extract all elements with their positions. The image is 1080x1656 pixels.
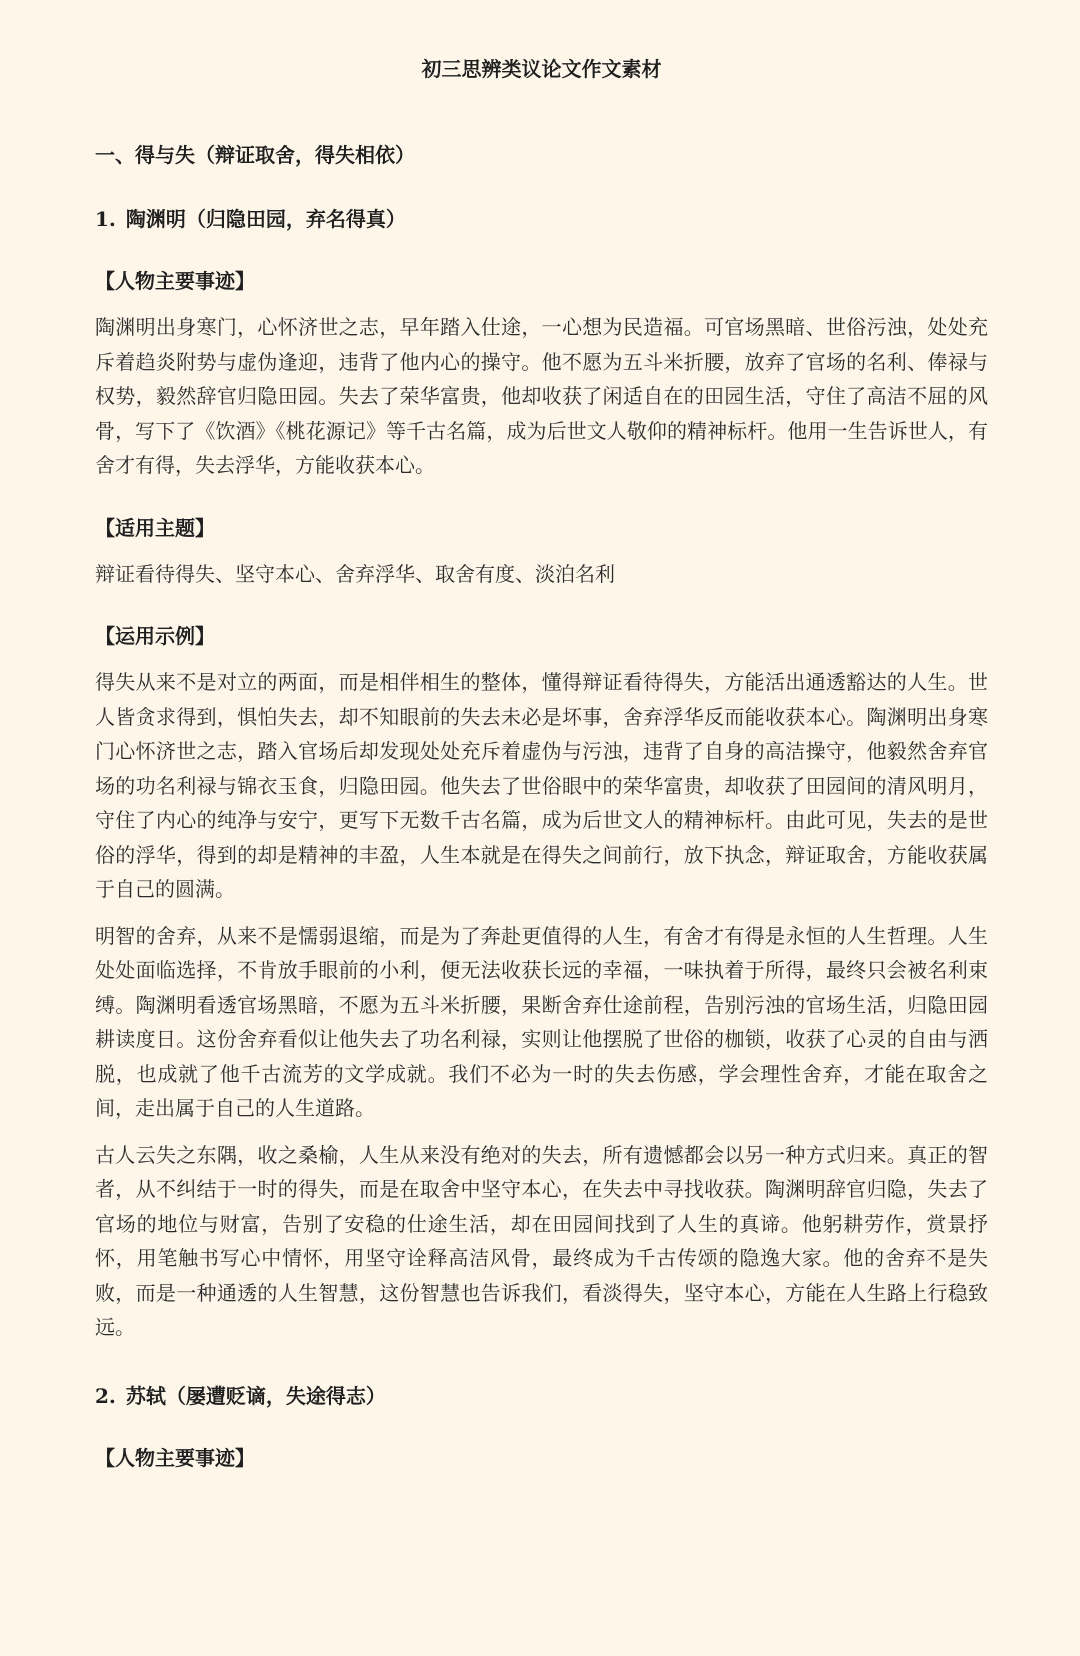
deeds-paragraph: 陶渊明出身寒门，心怀济世之志，早年踏入仕途，一心想为民造福。可官场黑暗、世俗污浊，处处充斥着趋炎附势与虚伪逢迎，违背了他内心的操守。他不愿为五斗米折腰，放弃了官场的名利、俸禄与权势，毅然辞官归隐田园。失去了荣华富贵，他却收获了闲适自在的田园生活，守住了高洁不屈的风骨，写下了《饮酒》《桃花源记》等千古名篇，成为后世文人敬仰的精神标杆。他用一生告诉世人，有舍才有得，失去浮华，方能收获本心。 [95, 315, 988, 477]
section-heading: 一、得与失（辩证取舍，得失相依） [95, 143, 415, 167]
deeds-label: 【人物主要事迹】 [95, 1445, 255, 1470]
item-heading-1 [95, 202, 988, 236]
deeds-label: 【人物主要事迹】 [95, 269, 255, 293]
item-title: 苏轼（屡遭贬谪，失途得志） [125, 1383, 386, 1408]
item-number: 2. [95, 1383, 116, 1408]
item-heading-2 [95, 1379, 988, 1413]
examples-label: 【运用示例】 [95, 624, 215, 648]
themes-paragraph: 辩证看待得失、坚守本心、舍弃浮华、取舍有度、淡泊名利 [95, 561, 615, 586]
item-title: 陶渊明（归隐田园，弃名得真） [125, 207, 406, 231]
example-paragraph-3: 古人云失之东隅，收之桑榆，人生从来没有绝对的失去，所有遗憾都会以另一种方式归来。真正的智者，从不纠结于一时的得失，而是在取舍中坚守本心，在失去中寻找收获。陶渊明辞官归隐，失去了官场的地位与财富，告别了安稳的仕途生活，却在田园间找到了人生的真谛。他躬耕劳作，赏景抒怀，用笔触书写心中情怀，用坚守诠释高洁风骨，最终成为千古传颂的隐逸大家。他的舍弃不是失败，而是一种通透的人生智慧，这份智慧也告诉我们，看淡得失，坚守本心，方能在人生路上行稳致远。 [95, 1142, 988, 1339]
example-paragraph-1: 得失从来不是对立的两面，而是相伴相生的整体，懂得辩证看待得失，方能活出通透豁达的人生。世人皆贪求得到，惧怕失去，却不知眼前的失去未必是坏事，舍弃浮华反而能收获本心。陶渊明出身寒门心怀济世之志，踏入官场后却发现处处充斥着虚伪与污浊，违背了自身的高洁操守，他毅然舍弃官场的功名利禄与锦衣玉食，归隐田园。他失去了世俗眼中的荣华富贵，却收获了田园间的清风明月，守住了内心的纯净与安宁，更写下无数千古名篇，成为后世文人的精神标杆。由此可见，失去的是世俗的浮华，得到的却是精神的丰盈，人生本就是在得失之间前行，放下执念，辩证取舍，方能收获属于自己的圆满。 [95, 670, 988, 901]
themes-label: 【适用主题】 [95, 515, 215, 540]
item-number: 1. [95, 207, 116, 231]
document-title: 初三思辨类议论文作文素材 [421, 57, 662, 81]
example-paragraph-2: 明智的舍弃，从来不是懦弱退缩，而是为了奔赴更值得的人生，有舍才有得是永恒的人生哲理。人生处处面临选择，不肯放手眼前的小利，便无法收获长远的幸福，一味执着于所得，最终只会被名利束缚。陶渊明看透官场黑暗，不愿为五斗米折腰，果断舍弃仕途前程，告别污浊的官场生活，归隐田园耕读度日。这份舍弃看似让他失去了功名利禄，实则让他摆脱了世俗的枷锁，收获了心灵的自由与洒脱，也成就了他千古流芳的文学成就。我们不必为一时的失去伤感，学会理性舍弃，才能在取舍之间，走出属于自己的人生道路。 [95, 923, 988, 1120]
